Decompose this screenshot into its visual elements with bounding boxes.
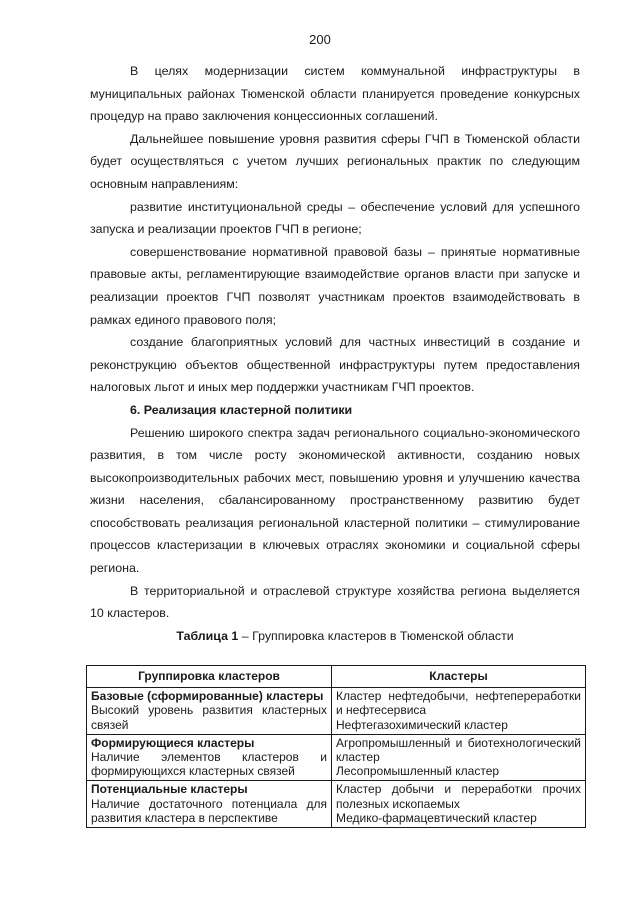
- group-title: Потенциальные кластеры: [91, 782, 248, 797]
- cluster-name: Нефтегазохимический кластер: [336, 717, 508, 732]
- clusters-table: [86, 665, 586, 828]
- group-title: Формирующиеся кластеры: [91, 735, 255, 750]
- table-caption-label: Таблица 1: [176, 628, 239, 643]
- paragraph: Дальнейшее повышение уровня развития сферы ГЧП в Тюменской области будет осуществляться с учетом лучших региональных практик по следующим основным направлениям:: [90, 131, 580, 191]
- clusters-cell: [332, 688, 586, 735]
- table-header-cell: Кластеры: [332, 666, 586, 688]
- group-description: Наличие достаточного потенциала для развития кластера в перспективе: [91, 796, 327, 825]
- paragraph: В целях модернизации систем коммунальной инфраструктуры в муниципальных районах Тюменской области планируется проведение конкурсных процедур на право заключения концессионных соглашений.: [90, 64, 580, 124]
- group-cell: [87, 734, 332, 781]
- group-description: Наличие элементов кластеров и формирующихся кластерных связей: [91, 750, 327, 779]
- clusters-cell: [332, 781, 586, 828]
- cluster-name: Лесопромышленный кластер: [336, 764, 500, 779]
- group-cell: [87, 688, 332, 735]
- paragraph: совершенствование нормативной правовой базы – принятые нормативные правовые акты, регламентирующие взаимодействие органов власти при запуске и реализации проектов ГЧП позволят участникам проектов взаимодействовать в рамках единого правового поля;: [90, 244, 580, 327]
- table-caption-text: – Группировка кластеров в Тюменской области: [238, 628, 514, 643]
- group-title: Базовые (сформированные) кластеры: [91, 689, 324, 704]
- clusters-cell: [332, 734, 586, 781]
- group-description: Высокий уровень развития кластерных связей: [91, 703, 327, 732]
- body-text: [90, 60, 580, 647]
- cluster-name: Агропромышленный и биотехнологический кластер: [336, 735, 581, 765]
- group-cell: [87, 781, 332, 828]
- table-row: [87, 781, 586, 828]
- table-caption: [90, 625, 580, 648]
- paragraph: развитие институциональной среды – обеспечение условий для успешного запуска и реализации проектов ГЧП в регионе;: [90, 199, 580, 237]
- cluster-name: Медико-фармацевтический кластер: [336, 810, 537, 825]
- table-header-cell: Группировка кластеров: [87, 666, 332, 688]
- cluster-name: Кластер нефтедобычи, нефтепереработки и нефтесервиса: [336, 689, 581, 718]
- page-number: 200: [309, 32, 331, 47]
- cluster-name: Кластер добычи и переработки прочих полезных ископаемых: [336, 782, 581, 811]
- table-row: [87, 734, 586, 781]
- table-header-row: [87, 666, 586, 688]
- table-row: [87, 688, 586, 735]
- paragraph: создание благоприятных условий для частных инвестиций в создание и реконструкцию объектов общественной инфраструктуры путем предоставления налоговых льгот и иных мер поддержки участникам ГЧП проектов.: [90, 335, 580, 395]
- paragraph: В территориальной и отраслевой структуре хозяйства региона выделяется 10 кластеров.: [90, 583, 580, 621]
- section-heading: 6. Реализация кластерной политики: [130, 402, 353, 417]
- paragraph: Решению широкого спектра задач регионального социально-экономического развития, в том числе росту экономической активности, созданию новых высокопроизводительных рабочих мест, повышению уровня и улучшению качества жизни населения, сбалансированному пространственному развитию будет способствовать реализация региональной кластерной политики – стимулирование процессов кластеризации в ключевых отраслях экономики и социальной сферы региона.: [90, 425, 580, 576]
